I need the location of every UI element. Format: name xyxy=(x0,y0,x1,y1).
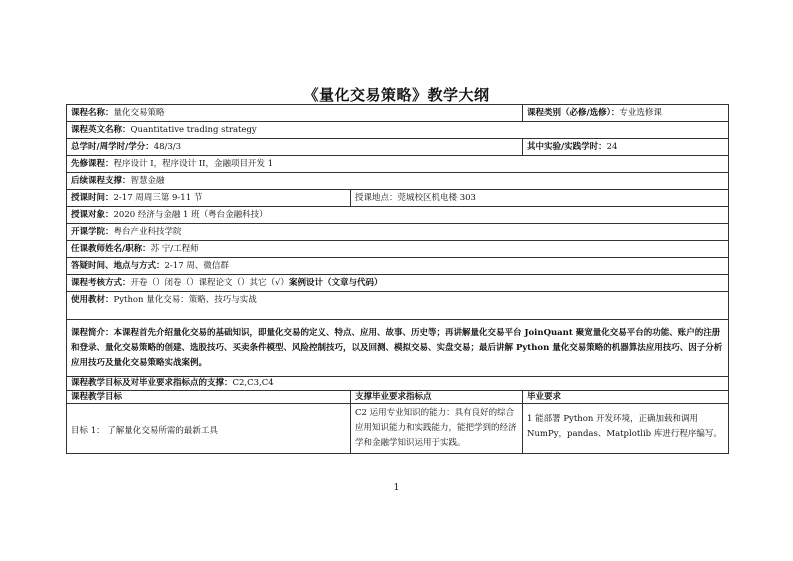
row-prerequisites xyxy=(67,156,729,173)
audience-label: 授课对象： xyxy=(71,209,114,220)
document-title: 《量化交易策略》教学大纲 xyxy=(303,86,490,104)
lab-hours-cell xyxy=(523,139,729,156)
qa-label: 答疑时间、地点与方式： xyxy=(71,260,165,271)
intro-text: 课程简介：本课程首先介绍量化交易的基础知识，即量化交易的定义、特点、应用、故事、历史等；再讲解量化交易平台 JoinQuant 聚宽量化交易平台的功能、账户的注册和登录、量化交易策略的创建、选股技巧、买卖条件模型、风险控制技巧，以及回测、模拟交易、实盘交易；最后讲解 Python 量化交易策略的机器算法应用技巧、因子分析应用技巧及量化交易策略实战案例。 xyxy=(71,327,723,368)
prerequisites-cell xyxy=(67,156,729,173)
lab-hours-value: 24 xyxy=(606,141,618,152)
row-qa xyxy=(67,258,729,275)
assessment-label: 课程考核方式： xyxy=(71,277,131,288)
qa-cell xyxy=(67,258,729,275)
teaching-place-label: 授课地点： xyxy=(355,192,398,203)
row-english-name xyxy=(67,122,729,139)
row-assessment xyxy=(67,275,729,292)
row-textbook xyxy=(67,292,729,320)
objective-row xyxy=(67,404,729,454)
row-audience xyxy=(67,207,729,224)
teacher-value: 苏 宁/工程师 xyxy=(150,243,199,254)
row-course-name xyxy=(67,105,729,122)
teaching-place-cell xyxy=(351,190,729,207)
objective-indicator: C2 运用专业知识的能力：具有良好的综合应用知识能力和实践能力，能把学到的经济学和金融学知识运用于实践。 xyxy=(351,404,523,454)
lab-hours-label: 其中实验/实践学时： xyxy=(527,141,607,152)
teaching-time-value: 2-17 周周三第 9-11 节 xyxy=(113,192,203,203)
qa-value: 2-17 周、微信群 xyxy=(164,260,229,271)
row-teaching-time xyxy=(67,190,729,207)
school-cell xyxy=(67,224,729,241)
row-intro xyxy=(67,320,729,377)
prerequisites-value: 程序设计 I，程序设计 II，金融项目开发 1 xyxy=(113,158,274,169)
english-name-cell xyxy=(67,122,729,139)
assessment-tail: 案例设计（文章与代码） xyxy=(288,277,383,288)
english-name-label: 课程英文名称： xyxy=(71,124,131,135)
objectives-header-cell xyxy=(67,377,729,391)
objective-requirement: 1 能部署 Python 开发环境，正确加载和调用 NumPy，pandas、Matplotlib 库进行程序编写。 xyxy=(523,404,729,454)
course-name-cell xyxy=(67,105,523,122)
objective-goal: 目标 1： 了解量化交易所需的最新工具 xyxy=(67,404,351,454)
teaching-place-value: 莞城校区机电楼 303 xyxy=(397,192,476,203)
audience-cell xyxy=(67,207,729,224)
row-teacher xyxy=(67,241,729,258)
objectives-header-value: C2,C3,C4 xyxy=(232,378,274,388)
syllabus-table xyxy=(66,104,729,454)
row-school xyxy=(67,224,729,241)
textbook-value: Python 量化交易：策略、技巧与实战 xyxy=(113,295,257,305)
course-type-cell xyxy=(523,105,729,122)
course-type-value: 专业选修课 xyxy=(619,107,662,118)
hours-cell xyxy=(67,139,523,156)
school-label: 开课学院： xyxy=(71,226,114,237)
audience-value: 2020 经济与金融 1 班（粤台金融科技） xyxy=(113,209,268,220)
row-followup xyxy=(67,173,729,190)
row-objectives-header xyxy=(67,377,729,391)
hours-label: 总学时/周学时/学分： xyxy=(71,141,154,152)
intro-cell xyxy=(67,320,729,377)
teaching-time-label: 授课时间： xyxy=(71,192,114,203)
course-name-value: 量化交易策略 xyxy=(113,107,165,118)
school-value: 粤台产业科技学院 xyxy=(113,226,182,237)
teacher-cell xyxy=(67,241,729,258)
followup-cell xyxy=(67,173,729,190)
textbook-label: 使用教材： xyxy=(71,295,114,305)
objectives-header-label: 课程教学目标及对毕业要求指标点的支撑： xyxy=(71,378,233,388)
col-header-goal: 课程教学目标 xyxy=(67,391,351,404)
teaching-time-cell xyxy=(67,190,351,207)
hours-value: 48/3/3 xyxy=(153,141,182,152)
followup-value: 智慧金融 xyxy=(130,175,165,186)
textbook-cell xyxy=(67,292,729,320)
assessment-cell xyxy=(67,275,729,292)
page-number: 1 xyxy=(393,483,400,493)
teacher-label: 任课教师姓名/职称： xyxy=(71,243,151,254)
prerequisites-label: 先修课程： xyxy=(71,158,114,169)
followup-label: 后续课程支撑： xyxy=(71,175,131,186)
assessment-value: 开卷（）闭卷（）课程论文（）其它（√） xyxy=(130,277,289,288)
col-header-requirement: 毕业要求 xyxy=(523,391,729,404)
row-objectives-columns xyxy=(67,391,729,404)
col-header-indicator: 支撑毕业要求指标点 xyxy=(351,391,523,404)
course-type-label: 课程类别（必修/选修）： xyxy=(527,107,620,118)
course-name-label: 课程名称： xyxy=(71,107,114,118)
row-hours xyxy=(67,139,729,156)
english-name-value: Quantitative trading strategy xyxy=(130,124,257,135)
